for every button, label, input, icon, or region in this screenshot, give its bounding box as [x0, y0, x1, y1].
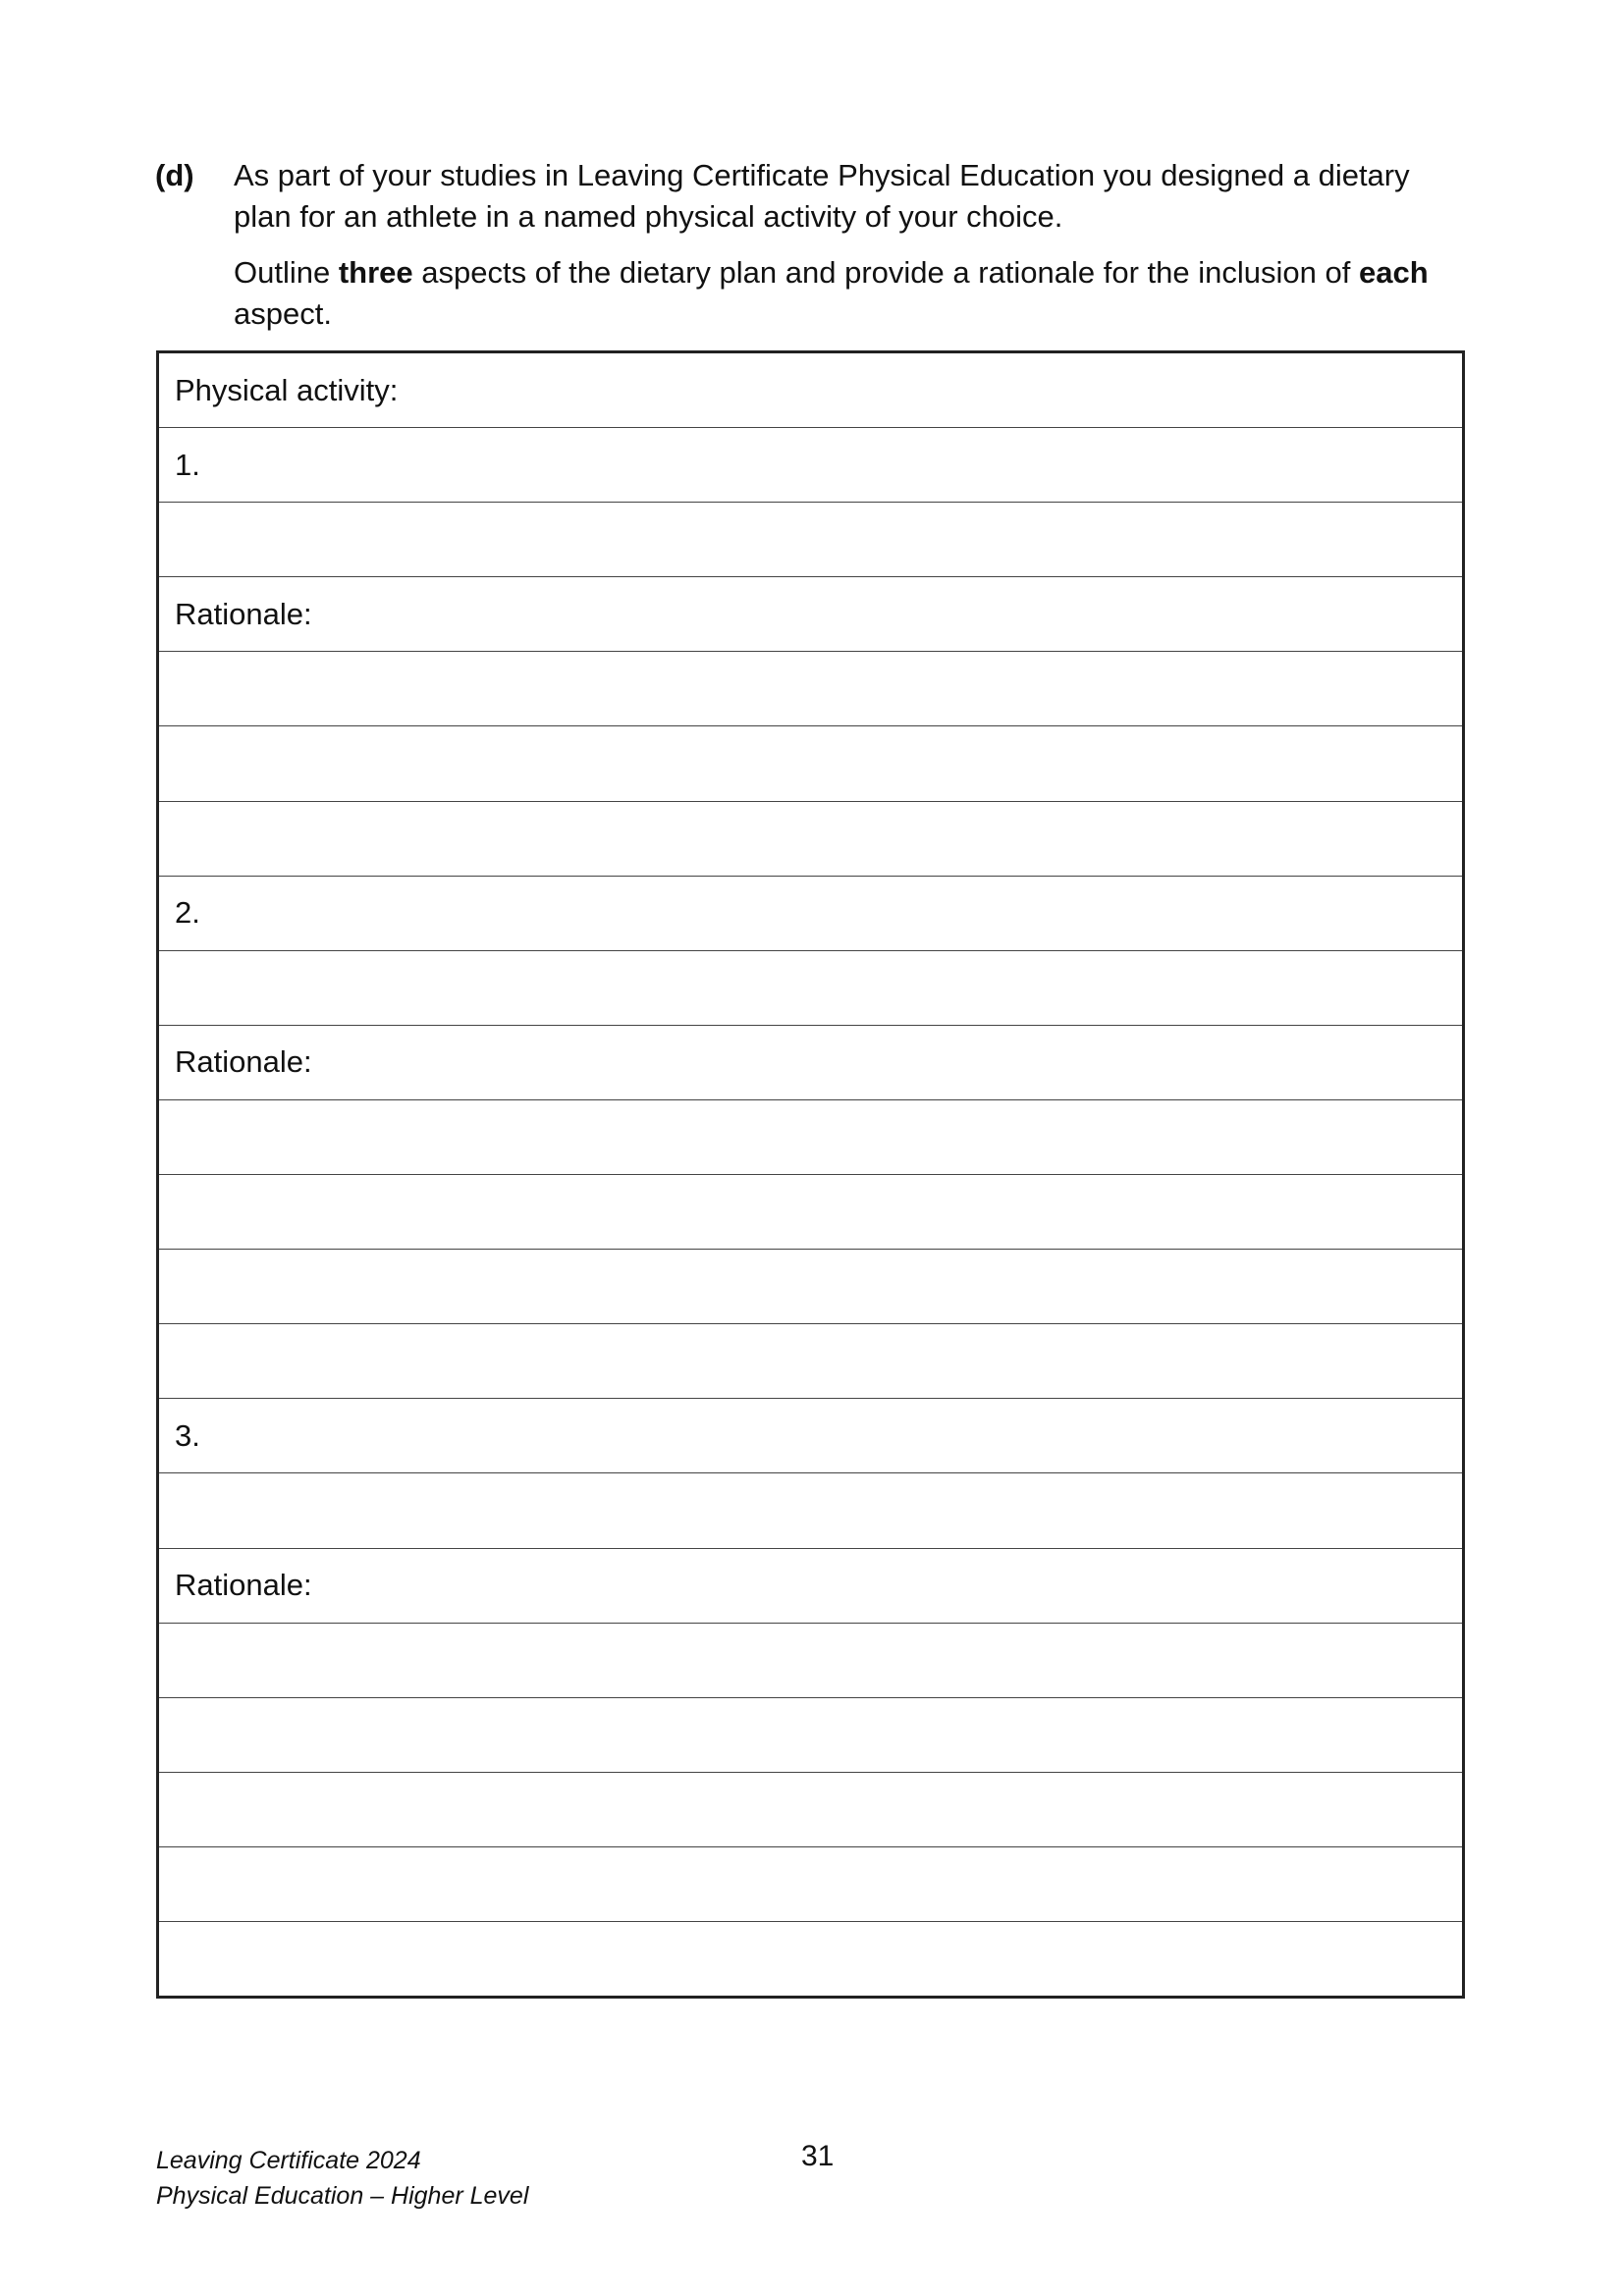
instruction-bold-three: three	[338, 255, 413, 290]
page-number: 31	[801, 2140, 835, 2172]
answer-row[interactable]	[159, 1922, 1462, 1996]
answer-row[interactable]	[159, 503, 1462, 577]
answer-row[interactable]	[159, 802, 1462, 877]
answer-row[interactable]: Rationale:	[159, 577, 1462, 652]
answer-row[interactable]	[159, 1624, 1462, 1698]
answer-table	[156, 350, 1465, 1999]
answer-row[interactable]	[159, 1698, 1462, 1773]
footer-subject-level: Physical Education – Higher Level	[156, 2182, 529, 2210]
answer-row[interactable]	[159, 1473, 1462, 1548]
answer-row[interactable]	[159, 726, 1462, 801]
instruction-mid: aspects of the dietary plan and provide a rationale for the inclusion of	[412, 255, 1359, 290]
question-label: (d)	[155, 158, 194, 192]
answer-row[interactable]: 1.	[159, 428, 1462, 503]
answer-row[interactable]: 2.	[159, 877, 1462, 951]
question-body	[234, 155, 1471, 335]
answer-row[interactable]	[159, 1773, 1462, 1847]
instruction-pre: Outline	[234, 255, 339, 290]
answer-row[interactable]: Physical activity:	[159, 353, 1462, 428]
question-instruction	[234, 252, 1471, 335]
footer-exam-info	[156, 2143, 528, 2214]
answer-row[interactable]	[159, 1100, 1462, 1175]
answer-row[interactable]: Rationale:	[159, 1549, 1462, 1624]
answer-row[interactable]	[159, 1175, 1462, 1250]
footer-exam-title: Leaving Certificate 2024	[156, 2147, 421, 2174]
answer-row[interactable]: 3.	[159, 1399, 1462, 1473]
instruction-bold-each: each	[1358, 255, 1429, 290]
answer-row[interactable]	[159, 1324, 1462, 1399]
question-text: As part of your studies in Leaving Certificate Physical Education you designed a dietary plan for an athlete in a named physical activity of your choice.	[234, 158, 1410, 234]
answer-row[interactable]	[159, 1250, 1462, 1324]
instruction-post: aspect.	[234, 296, 332, 331]
answer-row[interactable]	[159, 652, 1462, 726]
answer-row[interactable]: Rationale:	[159, 1026, 1462, 1100]
answer-row[interactable]	[159, 1847, 1462, 1922]
answer-row[interactable]	[159, 951, 1462, 1026]
